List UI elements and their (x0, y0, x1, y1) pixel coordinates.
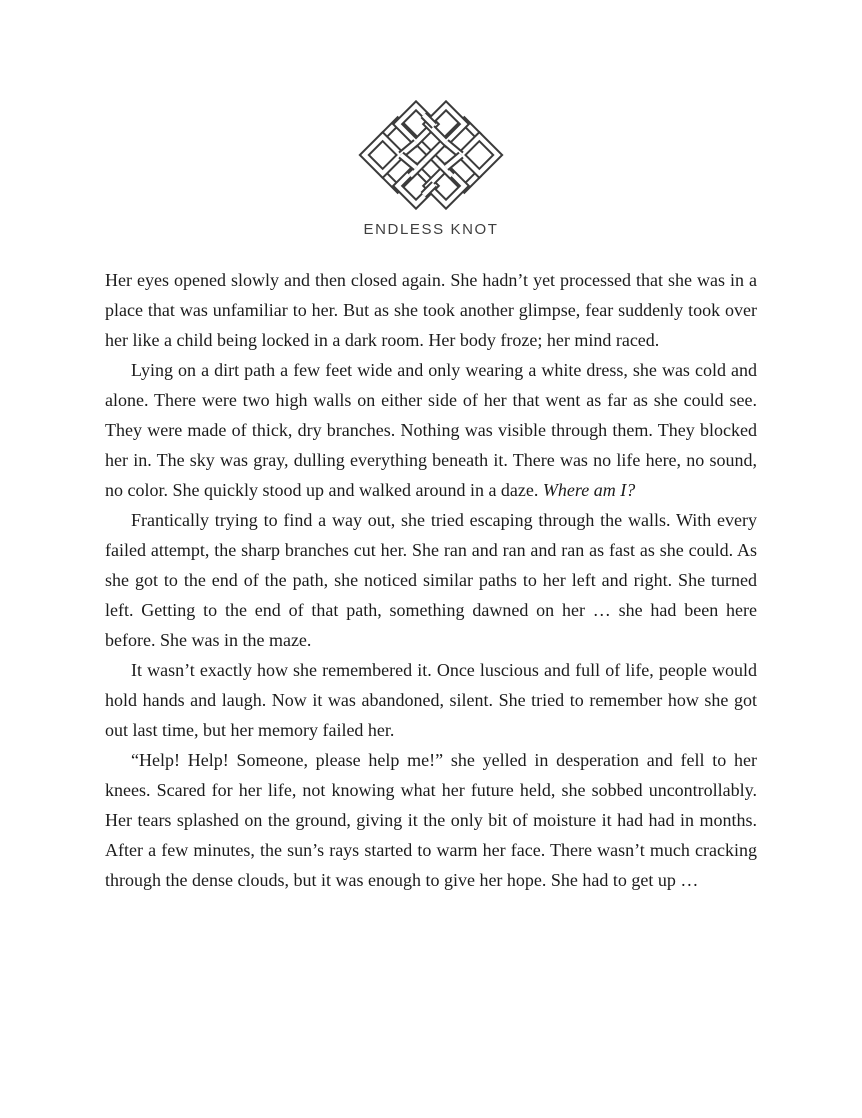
paragraph (105, 505, 757, 655)
text-run: Her eyes opened slowly and then closed again. She hadn’t yet processed that she was in a place that was unfamiliar to her. But as she took another glimpse, fear suddenly took over her like a child being locked in a dark room. Her body froze; her mind raced. (105, 270, 757, 350)
paragraph (105, 265, 757, 355)
text-run: It wasn’t exactly how she remembered it. Once luscious and full of life, people would hold hands and laugh. Now it was abandoned, silent. She tried to remember how she got out last time, but her memory failed her. (105, 660, 757, 740)
italic-phrase: Where am I? (542, 480, 636, 500)
text-run: Lying on a dirt path a few feet wide and only wearing a white dress, she was cold and alone. There were two high walls on either side of her that went as far as she could see. They were made of thick, dry branches. Nothing was visible through them. They blocked her in. The sky was gray, dulling everything beneath it. There was no life here, no sound, no color. She quickly stood up and walked around in a daze. (105, 360, 757, 500)
paragraph (105, 355, 757, 505)
endless-knot-icon (356, 94, 506, 216)
text-run: Frantically trying to find a way out, she tried escaping through the walls. With every failed attempt, the sharp branches cut her. She ran and ran and ran as fast as she could. As she got to the end of the path, she noticed similar paths to her left and right. She turned left. Getting to the end of that path, something dawned on her … she had been here before. She was in the maze. (105, 510, 757, 650)
text-run: “Help! Help! Someone, please help me!” she yelled in desperation and fell to her knees. Scared for her life, not knowing what her future held, she sobbed uncontrollably. Her tears splashed on the ground, giving it the only bit of moisture it had had in months. After a few minutes, the sun’s rays started to warm her face. There wasn’t much cracking through the dense clouds, but it was enough to give her hope. She had to get up … (105, 750, 757, 890)
paragraph (105, 745, 757, 895)
logo-caption: ENDLESS KNOT (363, 221, 499, 238)
paragraph (105, 655, 757, 745)
article (105, 265, 757, 895)
logo (0, 0, 862, 238)
